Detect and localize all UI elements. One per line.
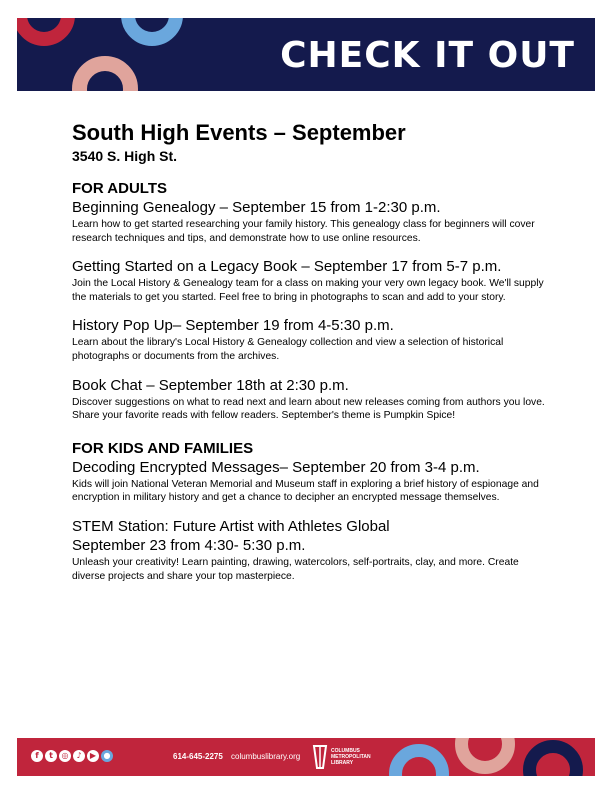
footer-banner <box>17 738 595 776</box>
section-heading-kids: FOR KIDS AND FAMILIES <box>72 439 254 457</box>
library-logo-mark-icon <box>311 744 329 770</box>
youtube-icon[interactable]: ▶ <box>87 750 99 762</box>
event-description: Learn how to get started researching your family history. This genealogy class for beginners will cover research techniques and tips, and demonstrate how to use online resources. <box>72 219 535 244</box>
event-title: Book Chat – September 18th at 2:30 p.m. <box>72 376 349 394</box>
logo-line: METROPOLITAN <box>331 754 371 760</box>
footer-phone[interactable]: 614-645-2275 <box>173 752 223 761</box>
main-content <box>72 120 547 583</box>
decorative-ring-pink <box>72 56 138 91</box>
header-title: CHECK IT OUT <box>280 35 575 76</box>
accessibility-icon[interactable]: ● <box>101 750 113 762</box>
event-title: Getting Started on a Legacy Book – September 17 from 5-7 p.m. <box>72 258 502 276</box>
social-links <box>31 750 113 762</box>
header-banner <box>17 18 595 91</box>
footer-website[interactable]: columbuslibrary.org <box>231 752 301 761</box>
event-date: September 23 from 4:30- 5:30 p.m. <box>72 536 306 554</box>
logo-line: LIBRARY <box>331 760 354 766</box>
event-description: Discover suggestions on what to read next and learn about new releases coming from authors you love. Share your favorite reads with fellow readers. September's theme is Pumpkin Spice! <box>72 396 545 422</box>
logo-line: COLUMBUS <box>331 748 360 754</box>
instagram-icon[interactable]: ◎ <box>59 750 71 762</box>
section-heading-adults: FOR ADULTS <box>72 180 167 197</box>
event-item <box>72 376 547 423</box>
library-logo <box>311 744 373 770</box>
event-title: Beginning Genealogy – September 15 from 1-2:30 p.m. <box>72 199 441 216</box>
facebook-icon[interactable]: f <box>31 750 43 762</box>
tiktok-icon[interactable]: ♪ <box>73 750 85 762</box>
event-item <box>72 458 547 505</box>
event-item <box>72 257 547 304</box>
event-title: Decoding Encrypted Messages– September 20 from 3-4 p.m. <box>72 458 480 476</box>
event-description: Kids will join National Veteran Memorial and Museum staff in exploring a brief history of espionage and encryption in military history and get a chance to decipher an encrypted message themselves. <box>72 478 539 504</box>
event-description: Learn about the library's Local History & Genealogy collection and view a selection of historical photographs or documents from the archives. <box>72 337 504 362</box>
decorative-ring-red <box>17 18 75 46</box>
event-title: STEM Station: Future Artist with Athletes Global <box>72 517 390 535</box>
event-description: Unleash your creativity! Learn painting, drawing, watercolors, self-portraits, clay, and more. Create diverse projects and share your top masterpiece. <box>72 556 519 582</box>
decorative-ring-blue <box>121 18 183 46</box>
event-item <box>72 517 547 583</box>
event-item <box>72 316 547 363</box>
event-description: Join the Local History & Genealogy team for a class on making your very own legacy book. We'll supply the materials to get you started. Feel free to bring in photographs to scan and add to your story. <box>72 278 544 303</box>
library-logo-text <box>331 748 371 766</box>
twitter-icon[interactable]: t <box>45 750 57 762</box>
branch-address: 3540 S. High St. <box>72 148 178 164</box>
event-title: History Pop Up– September 19 from 4-5:30 p.m. <box>72 317 394 335</box>
page-title: South High Events – September <box>72 120 406 145</box>
event-item <box>72 198 547 245</box>
decorative-ring-blue <box>389 744 449 776</box>
decorative-ring-pink <box>455 738 515 774</box>
decorative-ring-navy <box>523 740 583 776</box>
